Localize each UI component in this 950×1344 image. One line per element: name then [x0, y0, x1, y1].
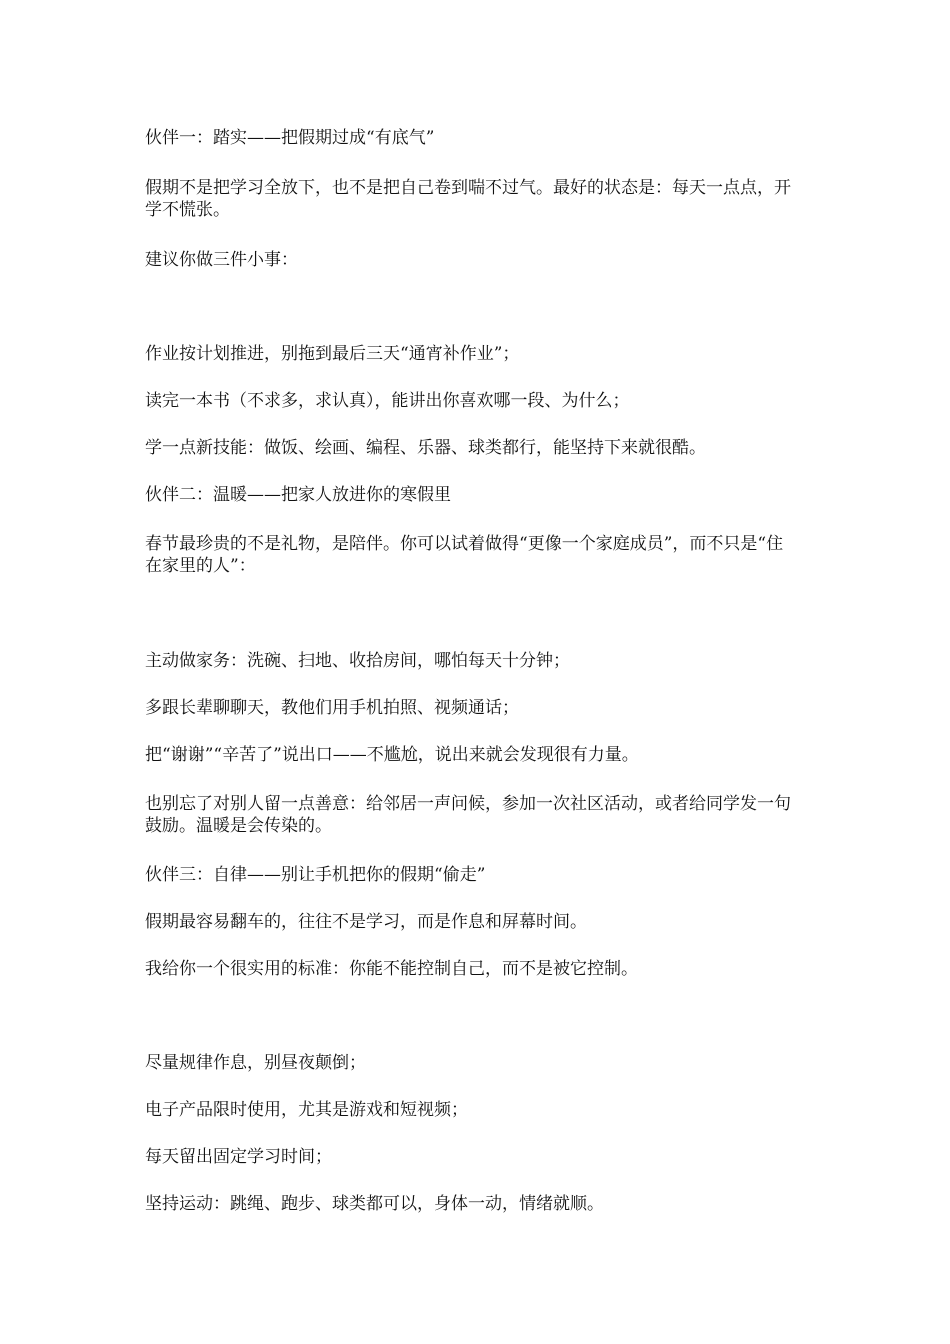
- list-item: 读完一本书（不求多，求认真），能讲出你喜欢哪一段、为什么；: [145, 391, 630, 411]
- list-item: 作业按计划推进，别拖到最后三天“通宵补作业”；: [145, 344, 520, 364]
- list-item: 电子产品限时使用，尤其是游戏和短视频；: [145, 1100, 468, 1120]
- paragraph: 春节最珍贵的不是礼物，是陪伴。你可以试着做得“更像一个家庭成员”，而不只是“住在家里的人”：: [145, 534, 784, 576]
- section-heading-1: 伙伴一：踏实——把假期过成“有底气”: [145, 128, 435, 148]
- list-item: 学一点新技能：做饭、绘画、编程、乐器、球类都行，能坚持下来就很酷。: [145, 438, 706, 458]
- list-item: 坚持运动：跳绳、跑步、球类都可以，身体一动，情绪就顺。: [145, 1194, 604, 1214]
- paragraph: 我给你一个很实用的标准：你能不能控制自己，而不是被它控制。: [145, 959, 638, 979]
- paragraph: 假期不是把学习全放下，也不是把自己卷到喘不过气。最好的状态是：每天一点点，开学不慌张。: [145, 178, 791, 220]
- paragraph: 建议你做三件小事：: [145, 250, 298, 270]
- list-item: 每天留出固定学习时间；: [145, 1147, 332, 1167]
- section-heading-2: 伙伴二：温暖——把家人放进你的寒假里: [145, 485, 451, 505]
- paragraph: 假期最容易翻车的，往往不是学习，而是作息和屏幕时间。: [145, 912, 587, 932]
- list-item: 主动做家务：洗碗、扫地、收拾房间，哪怕每天十分钟；: [145, 651, 570, 671]
- list-item: 多跟长辈聊聊天，教他们用手机拍照、视频通话；: [145, 698, 519, 718]
- paragraph: 也别忘了对别人留一点善意：给邻居一声问候，参加一次社区活动，或者给同学发一句鼓励。温暖是会传染的。: [145, 794, 791, 836]
- list-item: 把“谢谢”“辛苦了”说出口——不尴尬，说出来就会发现很有力量。: [145, 745, 639, 765]
- list-item: 尽量规律作息，别昼夜颠倒；: [145, 1053, 366, 1073]
- section-heading-3: 伙伴三：自律——别让手机把你的假期“偷走”: [145, 865, 486, 885]
